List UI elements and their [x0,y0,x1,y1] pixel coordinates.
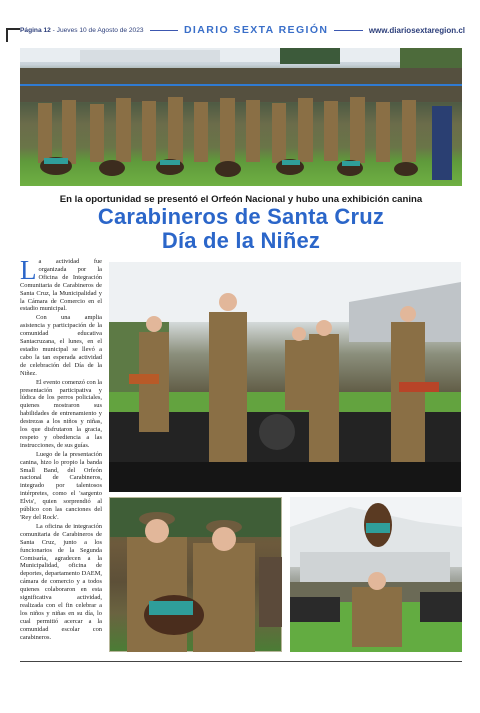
paragraph-text: a actividad fue organizada por la Oficina de Integración Comunitaria de Carabineros de Santa Cruz, la Municipalidad y la Cámara de Comercio en el estadio municipal. [20,258,102,313]
group-photo-illustration [20,48,462,186]
website-link[interactable]: www.diariosextaregion.cl [368,25,465,35]
dog-photo-illustration [290,497,462,652]
group-photo-carabineros [20,48,462,186]
article-paragraph: El evento comenzó con la presentación participativa y lúdica de los perros policiales, quienes mostraron sus habilidades de entrenamiento y destrezas a los niños y niñas, los que disfrutaron la gracia, respeto y obediencia a las instrucciones, de sus guías. [20,378,103,449]
band-photo-illustration [109,262,461,492]
dog-exhibition-photo [290,497,462,652]
article-paragraph: La oficina de integración comunitaria de Carabineros de Santa Cruz, junto a los funcionarios de la Segunda Comisaría, agradecen a la Municipalidad, oficina de deportes, departamento DAEM, cámara de comercio y a todos quienes colaboraron en esta significativa actividad, realizada con el fin celebrar a los niños y niñas en su día, lo cual permitió acercar a la comunidad escolar con carabineros. [20,522,102,641]
header-rule-right [334,30,362,31]
officers-photo-illustration [109,497,282,652]
newspaper-name: DIARIO SEXTA REGIÓN [183,24,329,36]
corner-crop-mark [6,28,20,42]
officers-with-dog-photo [109,497,282,652]
article-paragraph: Luego de la presentación canina, hizo lo propio la banda Small Band, del Orfeón nacional de Carabineros, integrado por talentosos intérpretes, como el 'sargento Elvis', quien sorprendió al público con las canciones del 'Rey del Rock'. [20,450,102,521]
article-headline [20,205,462,253]
article-paragraph: Con una amplia asistencia y participación de la comunidad educativa Santacruzana, el lunes, en el estadio municipal se llevó a cabo la tan esperada actividad de celebración del Día de la Niñez. [20,314,102,377]
header-rule-left [150,30,178,31]
headline-line-2: Día de la Niñez [161,228,321,253]
drop-cap: L [20,255,37,285]
page-number: Página 12 [20,26,51,34]
band-performance-photo [109,262,461,492]
page-header [20,22,465,38]
headline-line-1: Carabineros de Santa Cruz [97,204,385,229]
page-date-info [20,27,144,34]
article-paragraph [20,255,102,313]
page-bottom-rule [20,661,462,662]
article-kicker: En la oportunidad se presentó el Orfeón Nacional y hubo una exhibición canina [59,194,423,205]
article-body [20,255,103,643]
issue-date: - Jueves 10 de Agosto de 2023 [50,26,144,34]
